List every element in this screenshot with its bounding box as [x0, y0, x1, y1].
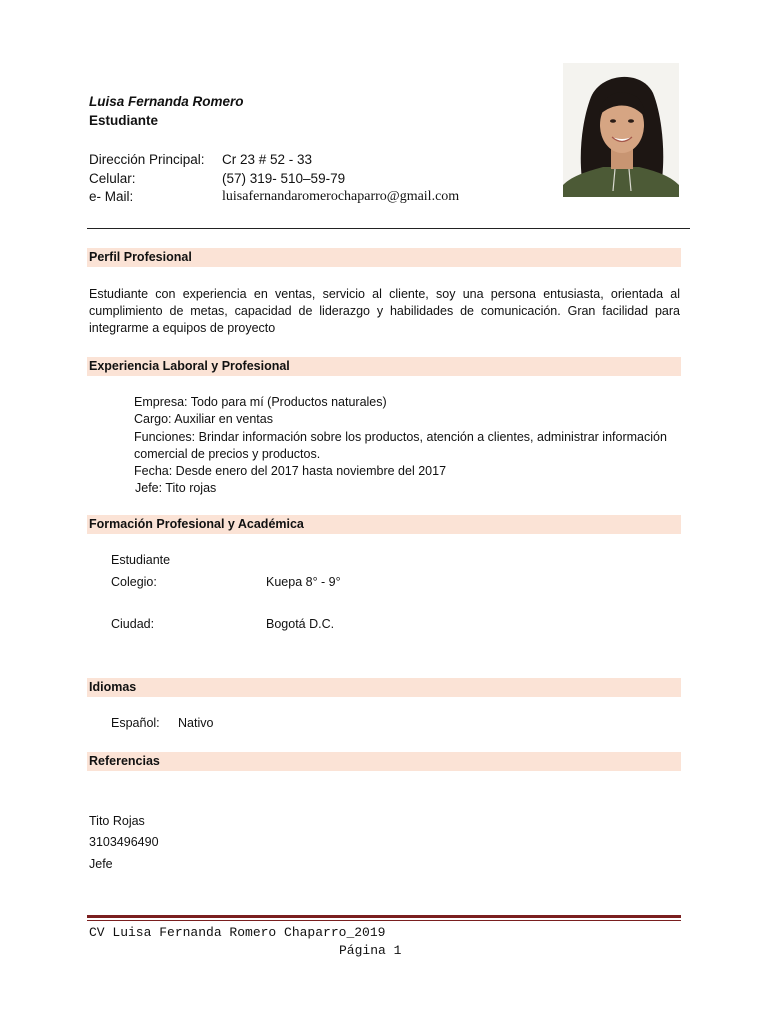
contact-block [89, 151, 459, 207]
footer-page-number: Página 1 [339, 943, 402, 958]
section-idiomas-title: Idiomas [87, 678, 681, 697]
profile-photo [563, 63, 679, 197]
referencia-cargo: Jefe [89, 857, 113, 871]
formacion-ciudad-value: Bogotá D.C. [266, 617, 335, 631]
candidate-role: Estudiante [89, 113, 159, 128]
experiencia-empresa: Empresa: Todo para mí (Productos naturales) [134, 395, 387, 409]
footer-divider [87, 915, 681, 918]
contact-email [89, 188, 459, 207]
contact-value: Cr 23 # 52 - 33 [222, 152, 313, 167]
experiencia-funciones: Funciones: Brindar información sobre los productos, atención a clientes, administrar información comercial de precios y productos. [134, 429, 667, 461]
idioma-label: Español: [111, 716, 160, 730]
section-experiencia-title: Experiencia Laboral y Profesional [87, 357, 681, 376]
experiencia-fecha: Fecha: Desde enero del 2017 hasta noviembre del 2017 [134, 464, 447, 479]
formacion-colegio-value: Kuepa 8° - 9° [266, 575, 341, 589]
formacion-colegio-label: Colegio: [111, 575, 157, 589]
idioma-nivel: Nativo [178, 716, 214, 730]
contact-label: Dirección Principal: [89, 152, 205, 167]
footer-divider-thin [87, 920, 681, 921]
section-referencias-title: Referencias [87, 752, 681, 771]
experiencia-jefe: Jefe: Tito rojas [135, 481, 217, 496]
perfil-text: Estudiante con experiencia en ventas, servicio al cliente, soy una persona entusiasta, orientada al cumplimiento de metas, capacidad de liderazgo y habilidades de comunicación. Gran facilidad para integrarme a equipos de proyecto [89, 287, 680, 335]
contact-label: Celular: [89, 170, 136, 186]
header-divider [87, 228, 690, 229]
referencia-nombre: Tito Rojas [89, 814, 145, 828]
email-link[interactable]: luisafernandaromerochaparro@gmail.com [222, 189, 460, 204]
candidate-name: Luisa Fernanda Romero [89, 94, 244, 109]
contact-phone [89, 170, 459, 189]
footer-document-title: CV Luisa Fernanda Romero Chaparro_2019 [89, 925, 386, 940]
experiencia-cargo: Cargo: Auxiliar en ventas [134, 412, 273, 427]
contact-value: (57) 319- 510–59-79 [222, 170, 346, 186]
contact-address [89, 151, 459, 170]
formacion-ciudad-label: Ciudad: [111, 617, 155, 631]
section-perfil-title: Perfil Profesional [87, 248, 681, 267]
contact-label: e- Mail: [89, 189, 134, 204]
formacion-grado: Estudiante [111, 553, 171, 567]
referencia-telefono: 3103496490 [89, 835, 159, 849]
experiencia-block [134, 394, 684, 498]
section-formacion-title: Formación Profesional y Académica [87, 515, 681, 534]
